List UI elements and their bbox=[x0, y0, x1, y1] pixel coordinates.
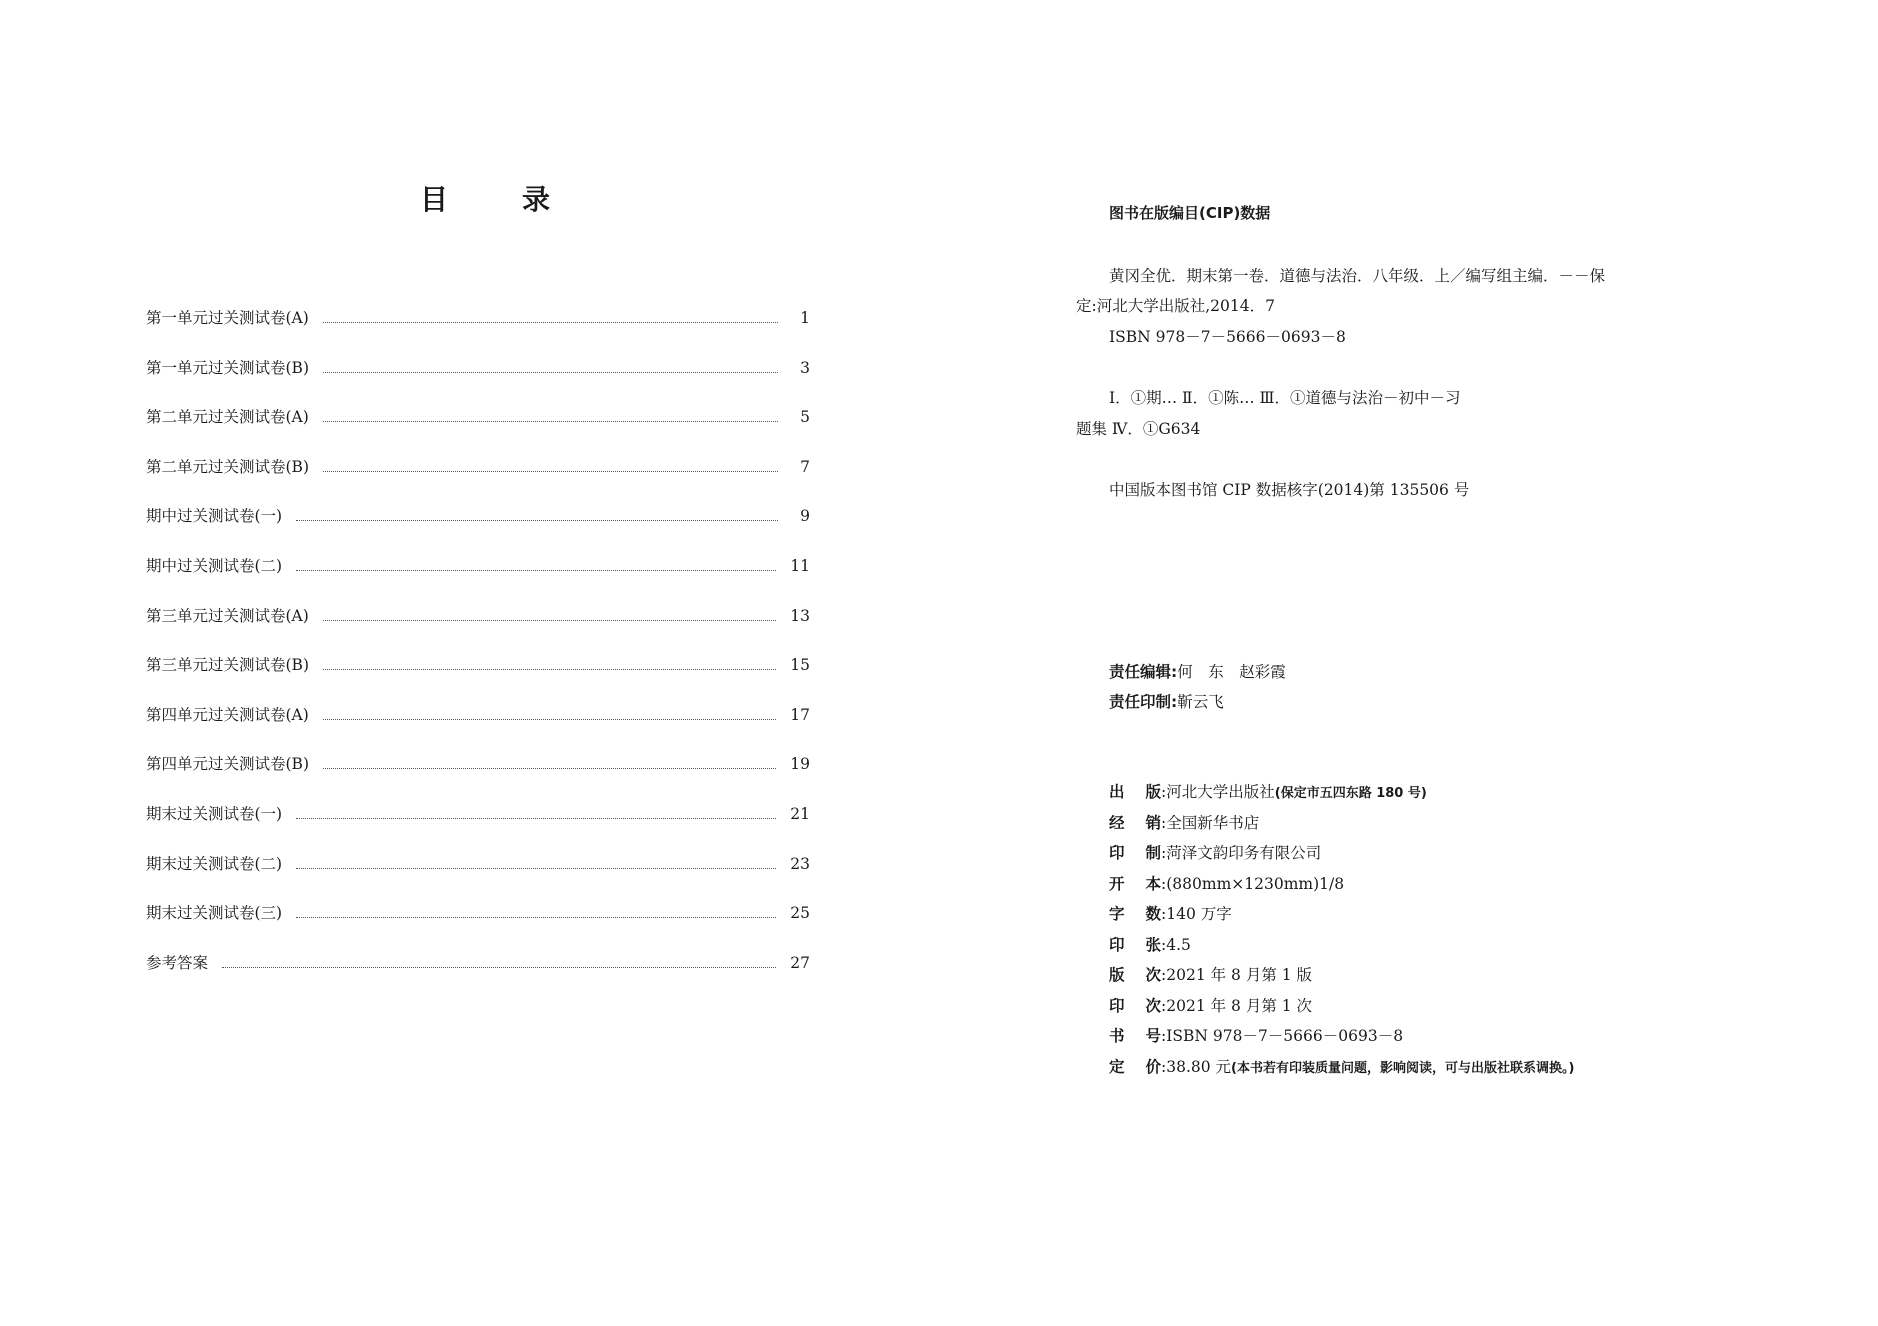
toc-dot-leader bbox=[323, 620, 776, 621]
toc-entry[interactable] bbox=[146, 455, 810, 505]
cip-heading: 图书在版编目(CIP)数据 bbox=[1109, 204, 1271, 222]
pub-key: 书 号 bbox=[1109, 1027, 1161, 1045]
print-editor-label: 责任印制: bbox=[1109, 693, 1178, 711]
pub-row bbox=[1109, 994, 1574, 1025]
pub-row bbox=[1109, 872, 1574, 903]
toc-list bbox=[146, 306, 810, 1000]
toc-entry-label: 第二单元过关测试卷(B) bbox=[146, 457, 309, 476]
toc-dot-leader bbox=[323, 471, 778, 472]
toc-entry-label: 第三单元过关测试卷(A) bbox=[146, 606, 309, 625]
cip-classification-line: Ⅰ．①期… Ⅱ．①陈… Ⅲ．①道德与法治－初中－习 bbox=[1109, 389, 1461, 407]
cip-title-line: 黄冈全优．期末第一卷．道德与法治．八年级．上／编写组主编．－－保 bbox=[1109, 267, 1606, 285]
toc-dot-leader bbox=[296, 917, 776, 918]
toc-entry-page: 15 bbox=[790, 656, 810, 675]
pub-value: :2021 年 8 月第 1 次 bbox=[1161, 996, 1313, 1015]
toc-entry[interactable] bbox=[146, 703, 810, 753]
pub-key: 版 次 bbox=[1109, 966, 1161, 984]
toc-entry-label: 期末过关测试卷(二) bbox=[146, 854, 283, 873]
pub-key: 字 数 bbox=[1109, 905, 1161, 923]
pub-row bbox=[1109, 902, 1574, 933]
toc-dot-leader bbox=[323, 669, 776, 670]
toc-entry-page: 9 bbox=[800, 507, 810, 526]
pub-row bbox=[1109, 1055, 1574, 1086]
toc-entry[interactable] bbox=[146, 752, 810, 802]
toc-title bbox=[420, 178, 550, 218]
pub-key: 印 制 bbox=[1109, 844, 1161, 862]
toc-entry-label: 参考答案 bbox=[146, 953, 209, 972]
toc-entry-label: 第二单元过关测试卷(A) bbox=[146, 408, 309, 427]
pub-key: 定 价 bbox=[1109, 1057, 1161, 1076]
toc-entry-label: 第四单元过关测试卷(B) bbox=[146, 755, 309, 774]
toc-dot-leader bbox=[296, 520, 778, 521]
cip-classification-line-cont: 题集 Ⅳ．①G634 bbox=[1076, 420, 1201, 438]
editor-credits bbox=[1109, 660, 1286, 720]
pub-key: 开 本 bbox=[1109, 874, 1161, 893]
toc-entry-page: 3 bbox=[800, 358, 810, 377]
toc-entry[interactable] bbox=[146, 405, 810, 455]
cip-publisher-line: 定:河北大学出版社,2014．7 bbox=[1076, 297, 1275, 315]
print-editor bbox=[1109, 690, 1286, 720]
toc-entry-page: 5 bbox=[800, 408, 810, 427]
pub-value: :2021 年 8 月第 1 版 bbox=[1161, 966, 1313, 984]
pub-value: :4.5 bbox=[1161, 935, 1191, 954]
toc-entry-label: 第三单元过关测试卷(B) bbox=[146, 656, 309, 675]
toc-dot-leader bbox=[296, 570, 776, 571]
toc-entry-page: 25 bbox=[790, 904, 810, 923]
pub-value: :140 万字 bbox=[1161, 905, 1232, 923]
toc-entry[interactable] bbox=[146, 504, 810, 554]
pub-row bbox=[1109, 841, 1574, 872]
toc-entry-label: 第一单元过关测试卷(A) bbox=[146, 309, 309, 327]
pub-value: :(880mm×1230mm)1/8 bbox=[1161, 874, 1345, 893]
toc-entry-label: 期中过关测试卷(二) bbox=[146, 556, 283, 575]
pub-value: :全国新华书店 bbox=[1161, 813, 1260, 832]
toc-entry[interactable] bbox=[146, 852, 810, 902]
toc-dot-leader bbox=[323, 719, 776, 720]
toc-entry-page: 23 bbox=[790, 854, 810, 873]
pub-row bbox=[1109, 780, 1574, 811]
cip-record-number: 中国版本图书馆 CIP 数据核字(2014)第 135506 号 bbox=[1109, 481, 1470, 499]
toc-entry[interactable] bbox=[146, 554, 810, 604]
print-editor-value: 靳云飞 bbox=[1177, 693, 1224, 711]
toc-entry[interactable] bbox=[146, 604, 810, 654]
toc-entry[interactable] bbox=[146, 653, 810, 703]
toc-dot-leader bbox=[222, 967, 776, 968]
cip-isbn-line: ISBN 978－7－5666－0693－8 bbox=[1109, 328, 1346, 346]
pub-value: :38.80 元(本书若有印装质量问题，影响阅读，可与出版社联系调换。) bbox=[1161, 1057, 1575, 1076]
pub-row bbox=[1109, 1024, 1574, 1055]
toc-entry[interactable] bbox=[146, 901, 810, 951]
pub-key: 印 张 bbox=[1109, 935, 1161, 954]
toc-entry[interactable] bbox=[146, 951, 810, 1001]
toc-entry-page: 1 bbox=[800, 309, 810, 327]
pub-value: :ISBN 978－7－5666－0693－8 bbox=[1161, 1027, 1404, 1045]
toc-entry[interactable] bbox=[146, 306, 810, 356]
pub-row bbox=[1109, 963, 1574, 994]
toc-title-char: 目 bbox=[420, 183, 449, 216]
toc-entry-page: 11 bbox=[790, 556, 810, 575]
responsible-editor-label: 责任编辑: bbox=[1109, 663, 1178, 681]
toc-entry-label: 期中过关测试卷(一) bbox=[146, 507, 283, 526]
pub-value: :河北大学出版社(保定市五四东路 180 号) bbox=[1161, 783, 1427, 801]
toc-dot-leader bbox=[296, 868, 776, 869]
cip-page bbox=[939, 0, 1878, 1326]
responsible-editor-value: 何 东 赵彩霞 bbox=[1177, 663, 1286, 681]
toc-dot-leader bbox=[323, 322, 778, 323]
toc-entry-label: 期末过关测试卷(三) bbox=[146, 904, 283, 923]
toc-entry[interactable] bbox=[146, 802, 810, 852]
toc-entry-label: 第一单元过关测试卷(B) bbox=[146, 358, 309, 377]
pub-key: 经 销 bbox=[1109, 813, 1161, 832]
pub-key: 出 版 bbox=[1109, 783, 1161, 801]
toc-entry-page: 19 bbox=[790, 755, 810, 774]
toc-entry-page: 13 bbox=[790, 606, 810, 625]
toc-entry-page: 21 bbox=[790, 804, 810, 823]
pub-row bbox=[1109, 811, 1574, 842]
toc-entry-page: 27 bbox=[790, 953, 810, 972]
toc-dot-leader bbox=[323, 768, 776, 769]
toc-dot-leader bbox=[323, 372, 778, 373]
responsible-editor bbox=[1109, 660, 1286, 690]
publication-details bbox=[1109, 780, 1574, 1085]
pub-row bbox=[1109, 933, 1574, 964]
toc-entry-label: 期末过关测试卷(一) bbox=[146, 804, 283, 823]
toc-dot-leader bbox=[296, 818, 776, 819]
pub-value: :菏泽文韵印务有限公司 bbox=[1161, 844, 1322, 862]
toc-entry-page: 17 bbox=[790, 705, 810, 724]
toc-entry[interactable] bbox=[146, 356, 810, 406]
toc-dot-leader bbox=[323, 421, 778, 422]
toc-entry-page: 7 bbox=[800, 457, 810, 476]
pub-key: 印 次 bbox=[1109, 996, 1161, 1015]
toc-title-char: 录 bbox=[521, 183, 550, 216]
toc-entry-label: 第四单元过关测试卷(A) bbox=[146, 705, 309, 724]
